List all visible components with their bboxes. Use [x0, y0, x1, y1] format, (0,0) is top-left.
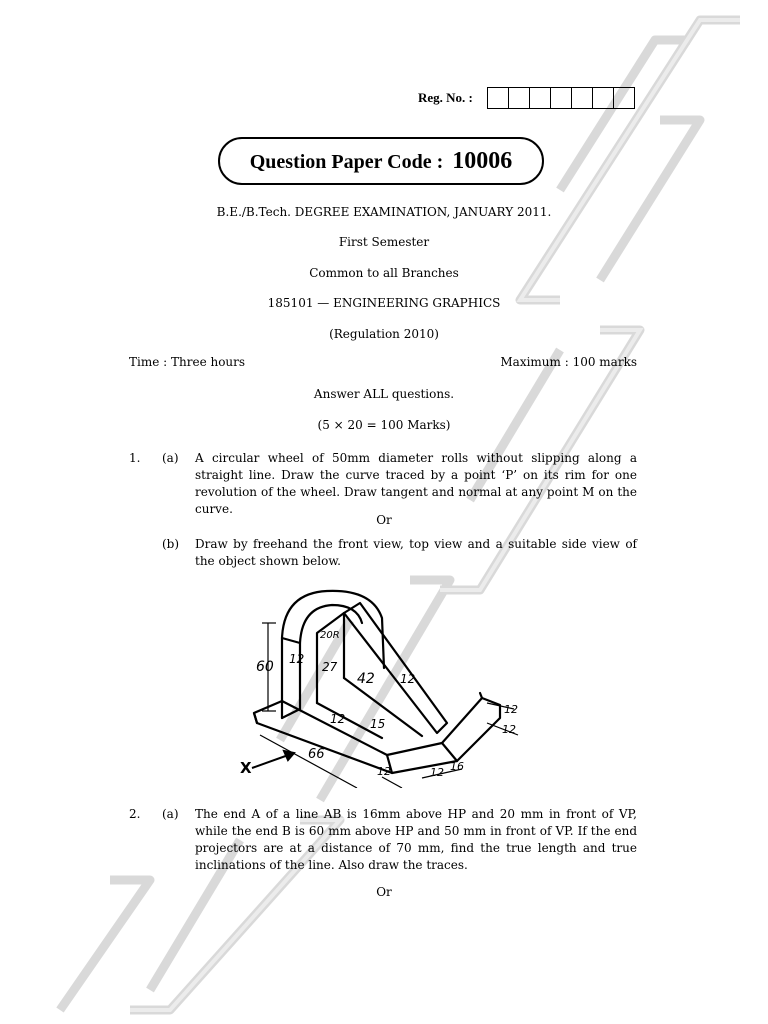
qp-code-value: 10006 [452, 148, 513, 174]
regulation: (Regulation 2010) [329, 327, 439, 341]
marks-scheme: (5 × 20 = 100 Marks) [317, 418, 451, 432]
part-label: (b) [162, 537, 180, 551]
dimension-label: 27 [322, 660, 338, 674]
dimension-label: 12 [430, 766, 444, 779]
reg-no-box[interactable] [571, 87, 593, 109]
branches: Common to all Branches [309, 266, 459, 280]
qp-code-label: Question Paper Code : [249, 151, 444, 173]
or-separator: Or [376, 885, 392, 899]
question-text: A circular wheel of 50mm diameter rolls without slipping along a straight line. Draw the curve traced by a point ‘P’ on its rim for one revolution of the wheel. Draw tangent and normal at any point M on the curve. [195, 451, 637, 516]
dimension-label: 12 [289, 652, 305, 666]
or-separator: Or [376, 513, 392, 527]
question-number: 1. [129, 451, 141, 465]
question-text: Draw by freehand the front view, top view and a suitable side view of the object shown below. [195, 537, 637, 568]
degree-title: B.E./B.Tech. DEGREE EXAMINATION, JANUARY 2011. [216, 205, 552, 219]
dimension-label: 60 [256, 659, 274, 675]
dimension-label: 12 [504, 703, 518, 716]
part-label: (a) [162, 807, 179, 821]
reg-no-box[interactable] [508, 87, 530, 109]
dimension-label: 20R [320, 630, 340, 641]
semester: First Semester [338, 235, 430, 249]
reg-no-boxes[interactable] [488, 87, 635, 109]
reg-no-box[interactable] [487, 87, 509, 109]
dimension-label: 12 [377, 765, 391, 778]
instruction: Answer ALL questions. [313, 387, 455, 401]
reg-no-box[interactable] [613, 87, 635, 109]
dimension-label: 12 [330, 712, 346, 726]
reg-no-box[interactable] [550, 87, 572, 109]
dimension-label: 16 [450, 760, 464, 773]
part-label: (a) [162, 451, 179, 465]
view-marker: X [240, 759, 252, 777]
question-number: 2. [129, 807, 141, 821]
figure-rib [344, 603, 447, 733]
maximum-marks: Maximum : 100 marks [500, 355, 637, 369]
dimension-label: 42 [357, 671, 375, 687]
isometric-object-figure [232, 583, 538, 788]
dimension-label: 12 [502, 723, 516, 736]
question-text: The end A of a line AB is 16mm above HP and 20 mm in front of VP, while the end B is 60 mm above HP and 50 mm in front of VP. If the end projectors are at a distance of 70 mm, find the true length and true inclinations of the line. Also draw the traces. [195, 807, 637, 872]
time-allowed: Time : Three hours [129, 355, 246, 369]
question-paper-code [218, 137, 544, 185]
reg-no-box[interactable] [529, 87, 551, 109]
dimension-label: 15 [370, 717, 386, 731]
dimension-label: 66 [308, 747, 325, 762]
reg-no-box[interactable] [592, 87, 614, 109]
dimension-label: 12 [400, 672, 416, 686]
reg-no-label: Reg. No. : [418, 90, 473, 105]
course-title: 185101 — ENGINEERING GRAPHICS [267, 296, 501, 310]
